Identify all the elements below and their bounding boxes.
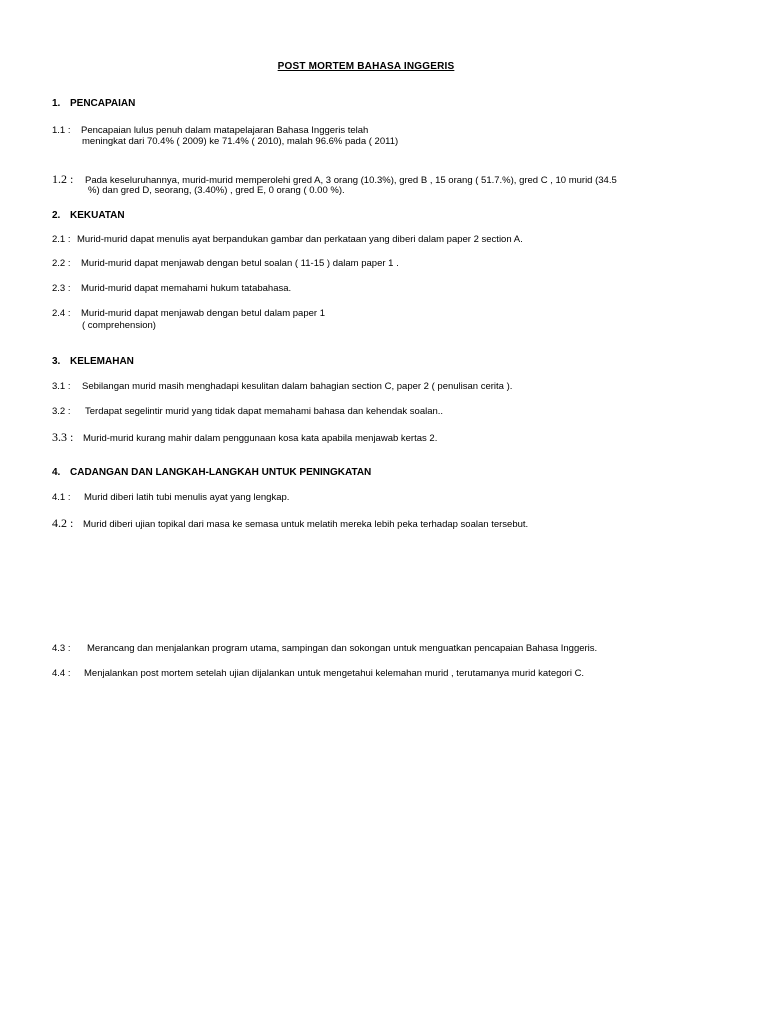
item-text: Murid-murid dapat menjawab dengan betul soalan ( 11-15 ) dalam paper 1 . — [81, 258, 399, 269]
item-number: 4.3 : — [52, 643, 71, 654]
item-text: Terdapat segelintir murid yang tidak dapat memahami bahasa dan kehendak soalan.. — [85, 406, 444, 417]
item-4-3 — [52, 643, 597, 654]
item-2-1 — [52, 234, 523, 245]
document-title: POST MORTEM BAHASA INGGERIS — [277, 61, 455, 72]
item-number: 4.4 : — [52, 668, 71, 679]
item-4-1 — [52, 492, 289, 503]
section-heading-pencapaian — [52, 98, 135, 109]
item-number: 3.2 : — [52, 406, 71, 417]
item-3-1 — [52, 381, 512, 392]
item-number: 4.1 : — [52, 492, 71, 503]
item-4-4 — [52, 668, 584, 679]
item-2-2 — [52, 258, 399, 269]
item-text: Murid diberi latih tubi menulis ayat yang lengkap. — [84, 492, 290, 503]
item-3-2 — [52, 406, 443, 417]
section-title: KEKUATAN — [70, 210, 125, 221]
section-number: 3. — [52, 356, 61, 367]
item-number: 2.2 : — [52, 258, 71, 269]
section-title: KELEMAHAN — [70, 356, 134, 367]
section-heading-kelemahan — [52, 356, 134, 367]
item-4-2 — [52, 516, 528, 531]
section-heading-cadangan — [52, 467, 371, 478]
item-1-1 — [52, 125, 368, 136]
item-2-4 — [52, 308, 325, 319]
item-2-3 — [52, 283, 291, 294]
item-number: 3.1 : — [52, 381, 71, 392]
item-number: 4.2 : — [52, 516, 74, 530]
item-text: Murid-murid dapat memahami hukum tatabahasa. — [81, 283, 292, 294]
item-number: 2.1 : — [52, 234, 71, 245]
section-title: PENCAPAIAN — [70, 98, 136, 109]
item-text: Murid-murid kurang mahir dalam penggunaan kosa kata apabila menjawab kertas 2. — [83, 433, 438, 444]
item-text: Sebilangan murid masih menghadapi kesulitan dalam bahagian section C, paper 2 ( penulisan cerita ). — [82, 381, 513, 392]
section-number: 1. — [52, 98, 61, 109]
item-number: 1.1 : — [52, 125, 71, 136]
section-heading-kekuatan — [52, 210, 125, 221]
section-title: CADANGAN DAN LANGKAH-LANGKAH UNTUK PENINGKATAN — [70, 467, 372, 478]
item-number: 2.3 : — [52, 283, 71, 294]
item-text: Pencapaian lulus penuh dalam matapelajaran Bahasa Inggeris telah — [81, 125, 369, 136]
item-text: Murid-murid dapat menulis ayat berpandukan gambar dan perkataan yang diberi dalam paper 2 section A. — [77, 234, 523, 245]
item-text: Murid-murid dapat menjawab dengan betul dalam paper 1 — [81, 308, 325, 319]
item-text: Pada keseluruhannya, murid-murid memperolehi gred A, 3 orang (10.3%), gred B , 15 orang ( 51.7.%), gred C , 10 murid (34.5 — [85, 175, 617, 186]
item-number: 3.3 : — [52, 430, 74, 444]
item-1-2-continuation: %) dan gred D, seorang, (3.40%) , gred E, 0 orang ( 0.00 %). — [88, 185, 345, 196]
section-number: 4. — [52, 467, 61, 478]
item-3-3 — [52, 430, 437, 445]
item-2-4-continuation: ( comprehension) — [82, 320, 156, 331]
item-number: 2.4 : — [52, 308, 71, 319]
section-number: 2. — [52, 210, 61, 221]
item-text: Menjalankan post mortem setelah ujian dijalankan untuk mengetahui kelemahan murid , terutamanya murid kategori C. — [84, 668, 585, 679]
item-1-1-continuation: meningkat dari 70.4% ( 2009) ke 71.4% ( 2010), malah 96.6% pada ( 2011) — [82, 136, 399, 147]
item-number: 1.2 : — [52, 172, 74, 186]
item-text: Murid diberi ujian topikal dari masa ke semasa untuk melatih mereka lebih peka terhadap soalan tersebut. — [83, 519, 529, 530]
item-text: Merancang dan menjalankan program utama, sampingan dan sokongan untuk menguatkan pencapaian Bahasa Inggeris. — [87, 643, 598, 654]
